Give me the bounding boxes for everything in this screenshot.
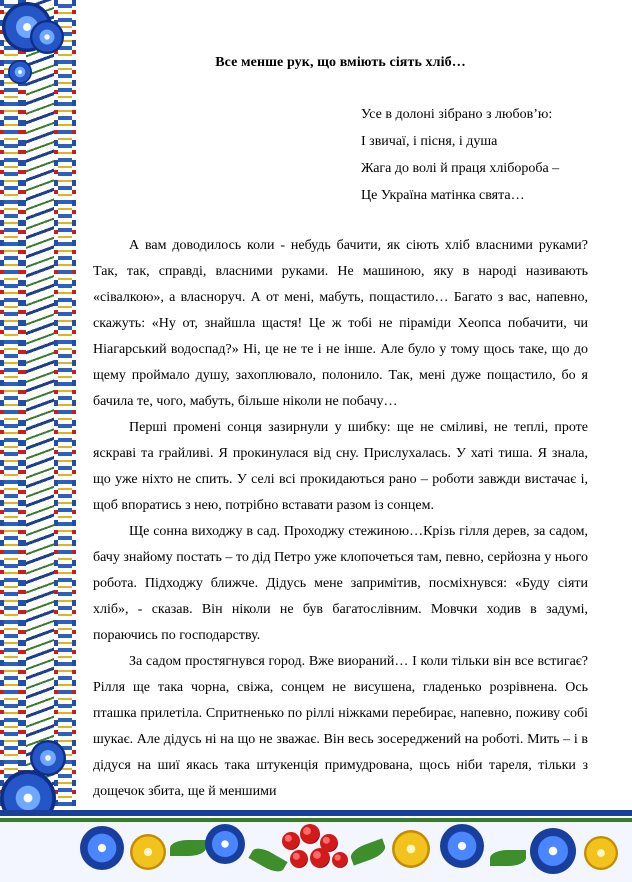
viburnum-berry-icon	[282, 832, 300, 850]
yellow-flower-icon	[584, 836, 618, 870]
embroidery-stripe	[4, 0, 18, 882]
document-title: Все менше рук, що вміють сіять хліб…	[215, 55, 466, 70]
document-body	[93, 55, 588, 805]
yellow-flower-icon	[130, 834, 166, 870]
epigraph-line: Усе в долоні зібрано з любов’ю:	[361, 107, 553, 122]
paragraph: Ще сонна виходжу в сад. Проходжу стежиною…Крізь гілля дерев, за садом, бачу знайому постать – то дід Петро уже клопочеться там, певно, серйозна у нього робота. Підходжу ближче. Дідусь мене запримітив, посміхнувся: «Буду сіяти хліб», - сказав. Він ніколи не був багатослівним. Мовчки ходив в задумі, пораючись по господарству.	[93, 524, 588, 643]
cornflower-icon	[8, 60, 32, 84]
viburnum-berry-icon	[332, 852, 348, 868]
leaf-icon	[348, 838, 387, 865]
leaf-icon	[170, 840, 206, 856]
paragraph: Перші промені сонця зазирнули у шибку: ще не сміливі, не теплі, проте яскраві та грайливі. Я прокинулася від сну. Прислухалась. У хаті тиша. Я знала, що уже ніхто не спить. У селі всі прокидаються рано – роботи завжди вистачає і, щоб впоратись з нею, потрібно вставати разом із сонцем.	[93, 420, 588, 513]
yellow-flower-icon	[392, 830, 430, 868]
paragraph: За садом простягнувся город. Вже виораний… І коли тільки він все встигає? Рілля ще така чорна, свіжа, сонцем не висушена, гладенько розрівнена. Ось пташка прилетіла. Спритненько по ріллі ніжками перебирає, напевно, поживу собі шукає. Але дідусь ні на що не зважає. Він весь зосереджений на роботі. Мить – і в дідуся на шиї якась така штукенція примудрована, щось ніби тареля, тільки з дощечок збита, ще й меншими	[93, 654, 588, 799]
paragraph: А вам доводилось коли - небудь бачити, як сіють хліб власними руками? Так, так, справді, власними руками. Не машиною, яку в народі називають «сівалкою», а власноруч. А от мені, мабуть, пощастило… Багато з вас, напевно, скажуть: «Ну от, знайшла щастя! Це ж тобі не піраміди Хеопса побачити, чи Ніагарський водоспад?» Ні, це не те і не інше. Але було у тому щось таке, що до щему проймало душу, захоплювало, полонило. Так, мені дуже пощастило, бо я бачила те, чого, мабуть, більше ніколи не побачу…	[93, 238, 588, 409]
cornflower-icon	[30, 20, 64, 54]
epigraph-line: Жага до волі й праця хлібороба –	[361, 161, 560, 176]
viburnum-berry-icon	[300, 824, 320, 844]
blue-flower-icon	[440, 824, 484, 868]
left-ornament-border	[0, 0, 76, 882]
viburnum-berry-icon	[310, 848, 330, 868]
epigraph-line: І звичаї, і пісня, і душа	[361, 134, 498, 149]
blue-flower-icon	[530, 828, 576, 874]
viburnum-berry-icon	[290, 850, 308, 868]
cornflower-icon	[30, 740, 66, 776]
bottom-ornament-border	[0, 810, 632, 882]
epigraph	[361, 101, 588, 209]
blue-flower-icon	[205, 824, 245, 864]
leaf-icon	[248, 844, 287, 876]
blue-flower-icon	[80, 826, 124, 870]
leaf-icon	[490, 850, 526, 866]
epigraph-line: Це Україна матінка свята…	[361, 188, 525, 203]
